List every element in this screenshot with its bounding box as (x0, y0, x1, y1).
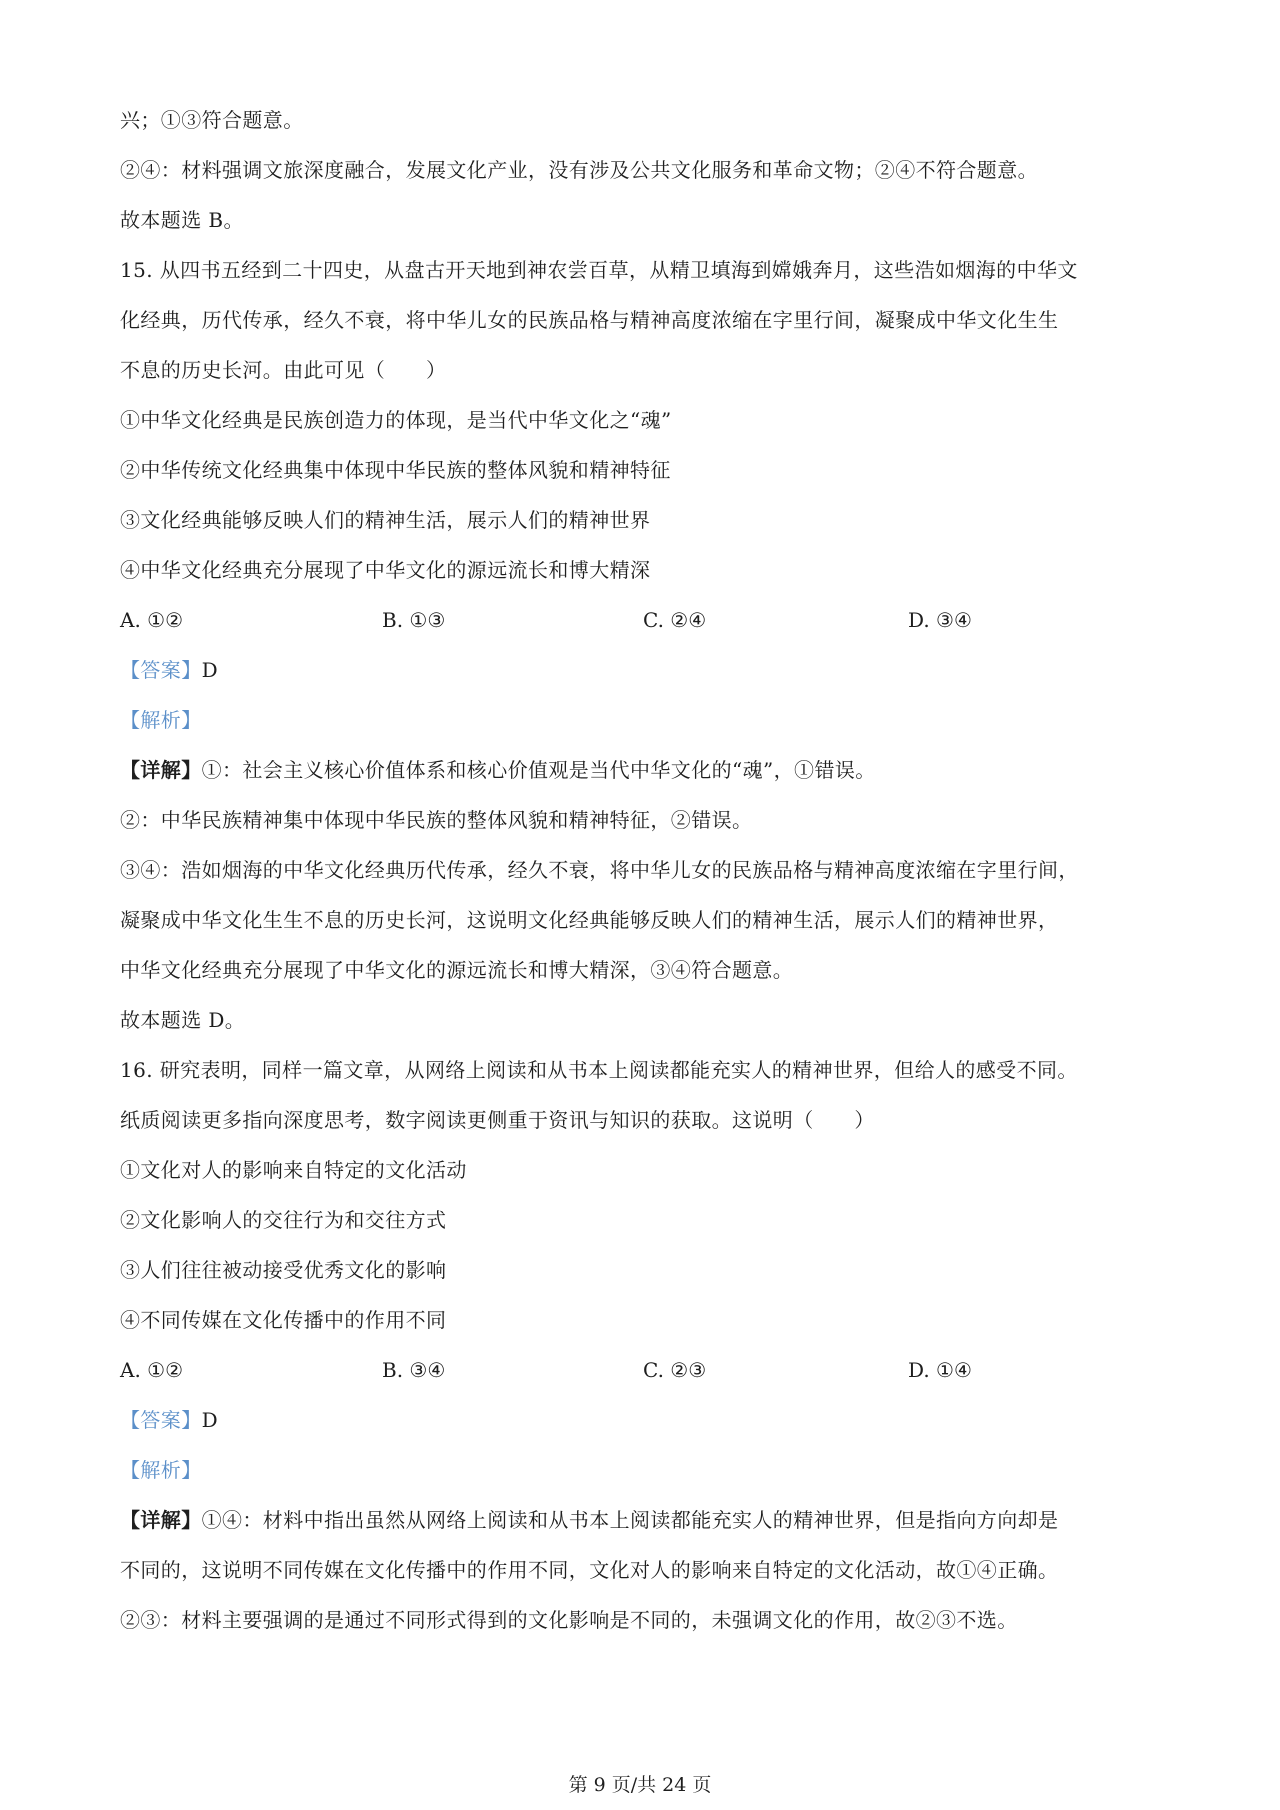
statement-item: ②文化影响人的交往行为和交往方式 (120, 1208, 447, 1232)
detail-tag: 【详解】 (120, 1508, 202, 1532)
option-c: C. ②④ (643, 608, 707, 632)
option-d: D. ③④ (908, 608, 972, 632)
text-line: 兴；①③符合题意。 (120, 108, 304, 132)
text-line: 故本题选 B。 (120, 208, 244, 232)
text-line: ②④：材料强调文旅深度融合，发展文化产业，没有涉及公共文化服务和革命文物；②④不符合题意。 (120, 158, 1038, 182)
option-b: B. ③④ (382, 1358, 446, 1382)
detail-line: ②③：材料主要强调的是通过不同形式得到的文化影响是不同的，未强调文化的作用，故②③不选。 (120, 1608, 1018, 1632)
answer-value: D (201, 658, 219, 682)
detail-line: ②：中华民族精神集中体现中华民族的整体风貌和精神特征，②错误。 (120, 808, 753, 832)
option-a: A. ①② (120, 1358, 184, 1382)
detail-line: 不同的，这说明不同传媒在文化传播中的作用不同，文化对人的影响来自特定的文化活动，故①④正确。 (120, 1558, 1059, 1582)
statement-item: ④不同传媒在文化传播中的作用不同 (120, 1308, 447, 1332)
analysis-line (120, 706, 202, 734)
option-c: C. ②③ (643, 1358, 707, 1382)
answer-value: D (201, 1408, 219, 1432)
answer-line (120, 656, 218, 684)
question-16-stem: 16. 研究表明，同样一篇文章，从网络上阅读和从书本上阅读都能充实人的精神世界，但给人的感受不同。 (120, 1058, 1078, 1082)
detail-line: ③④：浩如烟海的中华文化经典历代传承，经久不衰，将中华儿女的民族品格与精神高度浓缩在字里行间， (120, 858, 1079, 882)
statement-item: ①中华文化经典是民族创造力的体现，是当代中华文化之“魂” (120, 408, 672, 432)
detail-line (120, 1506, 1058, 1534)
analysis-tag: 【解析】 (120, 1458, 202, 1482)
statement-item: ④中华文化经典充分展现了中华文化的源远流长和博大精深 (120, 558, 651, 582)
question-15-stem: 不息的历史长河。由此可见（ ） (120, 358, 447, 382)
question-16-stem: 纸质阅读更多指向深度思考，数字阅读更侧重于资讯与知识的获取。这说明（ ） (120, 1108, 875, 1132)
detail-tag: 【详解】 (120, 758, 202, 782)
detail-text: ①：社会主义核心价值体系和核心价值观是当代中华文化的“魂”，①错误。 (201, 758, 876, 782)
option-a: A. ①② (120, 608, 184, 632)
analysis-line (120, 1456, 202, 1484)
question-15-stem: 化经典，历代传承，经久不衰，将中华儿女的民族品格与精神高度浓缩在字里行间，凝聚成中华文化生生 (120, 308, 1059, 332)
option-b: B. ①③ (382, 608, 446, 632)
detail-line (120, 756, 876, 784)
detail-line: 中华文化经典充分展现了中华文化的源远流长和博大精深，③④符合题意。 (120, 958, 794, 982)
analysis-tag: 【解析】 (120, 708, 202, 732)
conclusion-line: 故本题选 D。 (120, 1008, 246, 1032)
option-d: D. ①④ (908, 1358, 972, 1382)
detail-text: ①④：材料中指出虽然从网络上阅读和从书本上阅读都能充实人的精神世界，但是指向方向却是 (201, 1508, 1059, 1532)
statement-item: ③人们往往被动接受优秀文化的影响 (120, 1258, 447, 1282)
statement-item: ③文化经典能够反映人们的精神生活，展示人们的精神世界 (120, 508, 651, 532)
question-15-stem: 15. 从四书五经到二十四史，从盘古开天地到神农尝百草，从精卫填海到嫦娥奔月，这些浩如烟海的中华文 (120, 258, 1078, 282)
statement-item: ①文化对人的影响来自特定的文化活动 (120, 1158, 467, 1182)
answer-line (120, 1406, 218, 1434)
statement-item: ②中华传统文化经典集中体现中华民族的整体风貌和精神特征 (120, 458, 671, 482)
page-number: 第 9 页/共 24 页 (568, 1774, 712, 1796)
answer-tag: 【答案】 (120, 1408, 202, 1432)
answer-tag: 【答案】 (120, 658, 202, 682)
detail-line: 凝聚成中华文化生生不息的历史长河，这说明文化经典能够反映人们的精神生活，展示人们的精神世界， (120, 908, 1059, 932)
